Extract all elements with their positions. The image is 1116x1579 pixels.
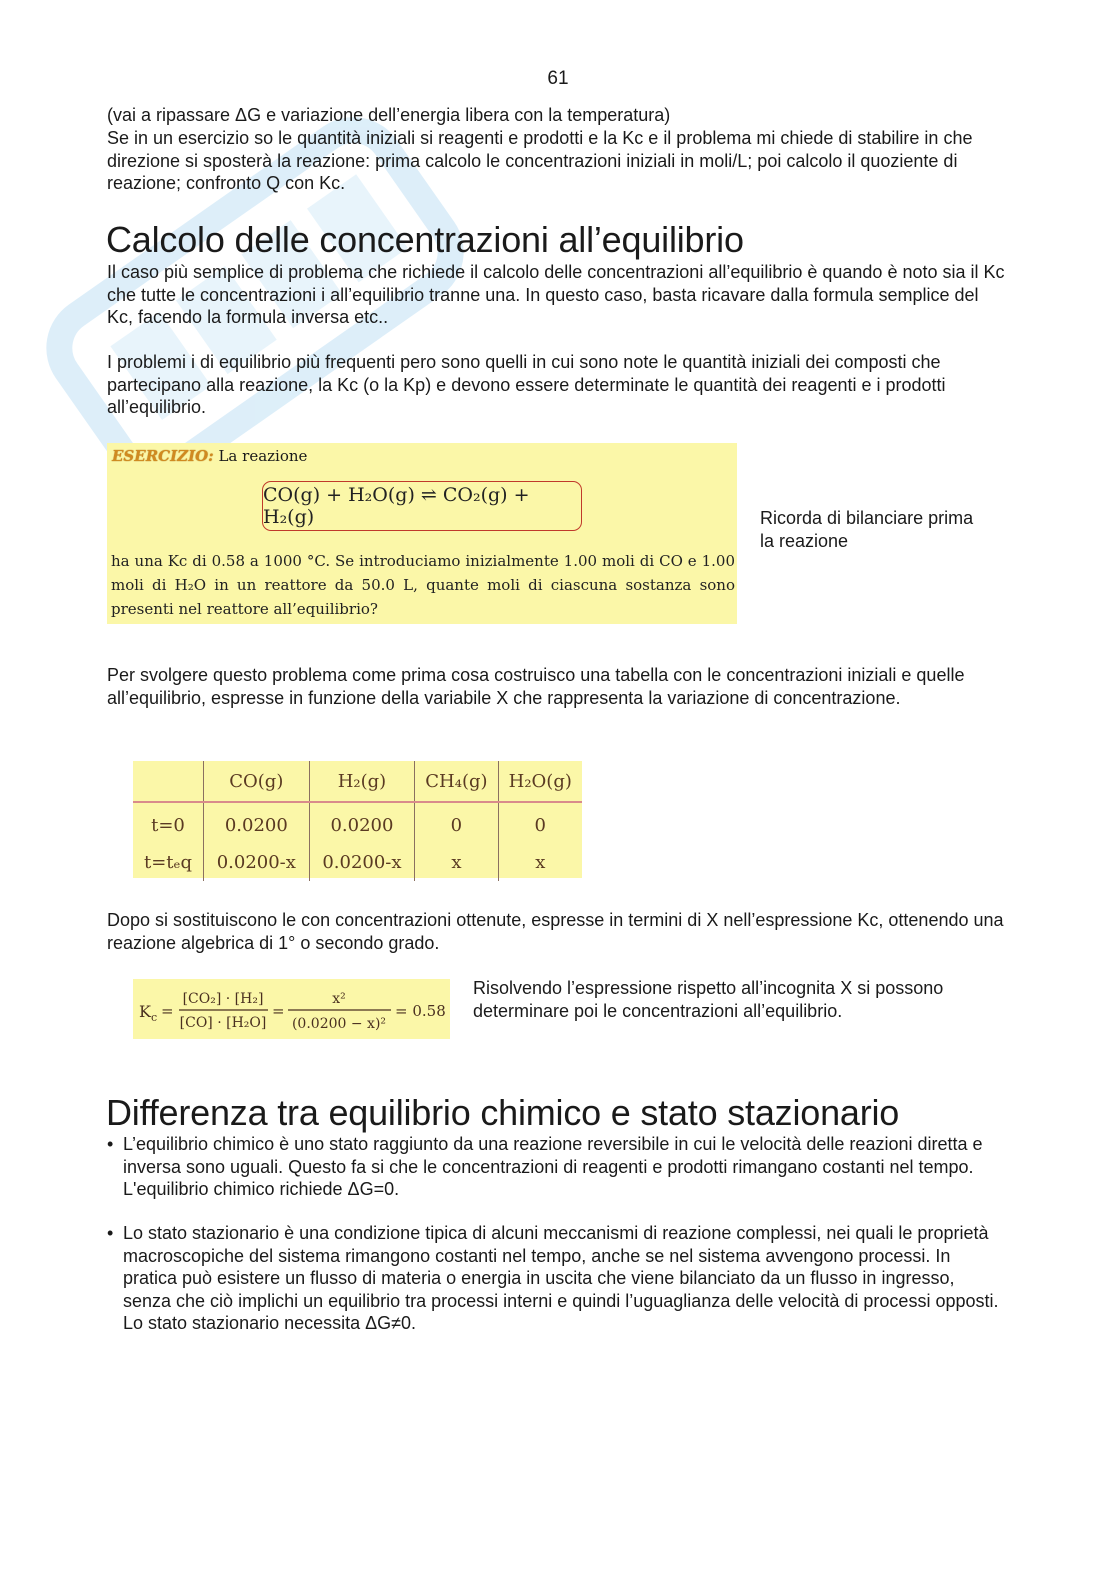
concentration-table-wrap — [133, 761, 582, 878]
kc-formula — [133, 979, 450, 1039]
table-cell: 0.0200-x — [204, 844, 310, 881]
side-note: Ricorda di bilanciare prima la reazione — [760, 508, 974, 551]
table-cell: t=0 — [151, 815, 185, 836]
table-cell: x — [415, 844, 498, 881]
table-cell: 0.0200 — [309, 802, 415, 844]
exercise-tag: ESERCIZIO: — [112, 447, 214, 465]
page-number: 61 — [547, 68, 569, 89]
table-header-cell: H₂(g) — [309, 761, 415, 802]
intro-line: (vai a ripassare ΔG e variazione dell’energia libera con la temperatura) — [107, 105, 671, 125]
kc-numerator-2: x² — [332, 991, 346, 1007]
table-header-cell: CH₄(g) — [415, 761, 498, 802]
table-row — [133, 802, 582, 844]
kc-numerator-1: [CO₂] · [H₂] — [182, 991, 264, 1007]
intro-paragraph: Se in un esercizio so le quantità iniziali si reagenti e prodotti e la Kc e il problema mi chiede di stabilire in che direzione si sposterà la reazione: prima calcolo le concentrazioni iniziali in moli/L; poi calcolo il quoziente di reazione; confronto Q con Kc. — [107, 128, 973, 193]
concentration-table — [133, 761, 582, 881]
section1-paragraph-2: I problemi i di equilibrio più frequenti pero sono quelli in cui sono note le quantità iniziali dei composti che partecipano alla reazione, la Kc (o la Kp) e devono essere determinate le quantità dei reagenti e i prodotti all’equilibrio. — [107, 352, 946, 417]
bullet-symbol: • — [107, 1134, 114, 1154]
kc-subscript: c — [151, 1011, 158, 1024]
exercise-heading-text: La reazione — [213, 447, 308, 465]
exercise-heading — [112, 447, 307, 465]
kc-denominator-2: (0.0200 − x)² — [291, 1016, 387, 1032]
bullet-text: L’equilibrio chimico è uno stato raggiunto da una reazione reversibile in cui le velocità delle reazioni diretta e inversa sono uguali. Questo fa si che le concentrazioni di reagenti e prodotti rimangano costanti nel tempo. L'equilibrio chimico richiede ΔG=0. — [123, 1134, 983, 1199]
section-title-steady-state: Differenza tra equilibrio chimico e stato stazionario — [106, 1092, 900, 1133]
table-header-row — [133, 761, 582, 802]
after-table-paragraph: Dopo si sostituiscono le con concentrazioni ottenute, espresse in termini di X nell’espressione Kc, ottenendo una reazione algebrica di 1° o secondo grado. — [107, 910, 1004, 953]
table-cell: 0.0200-x — [309, 844, 415, 881]
section1-paragraph-1: Il caso più semplice di problema che richiede il calcolo delle concentrazioni all’equilibrio è quando è noto sia il Kc che tutte le concentrazioni i all’equilibrio tranne una. In questo caso, basta ricavare dalla formula semplice del Kc, facendo la formula inversa etc.. — [107, 262, 1005, 327]
bullet-text: Lo stato stazionario è una condizione tipica di alcuni meccanismi di reazione complessi, nei quali le proprietà macroscopiche del sistema rimangono costanti nel tempo, anche se nel sistema avvengono processi. In pratica può esistere un flusso di materia o energia in uscita che viene bilanciato da un flusso in ingresso, senza che ciò implichi un equilibrio tra processi interni e quindi l’uguaglianza delle velocità di processi opposti. Lo stato stazionario necessita ΔG≠0. — [123, 1223, 999, 1333]
table-header-cell — [133, 761, 204, 802]
table-cell: 0.0200 — [204, 802, 310, 844]
kc-note: Risolvendo l’espressione rispetto all’incognita X si possono determinare poi le concentrazioni all’equilibrio. — [473, 978, 944, 1021]
kc-result: = 0.58 — [395, 1002, 446, 1020]
bullet-item — [107, 1133, 1007, 1201]
svg-text:=: = — [161, 1002, 174, 1020]
svg-text:=: = — [272, 1002, 285, 1020]
table-row — [133, 844, 582, 881]
bullet-symbol: • — [107, 1223, 114, 1243]
exercise-box — [107, 443, 737, 624]
table-cell: 0 — [498, 802, 582, 844]
section-title-concentrations: Calcolo delle concentrazioni all’equilibrio — [106, 219, 744, 260]
kc-denominator-1: [CO] · [H₂O] — [179, 1015, 267, 1031]
kc-symbol: K — [139, 1002, 151, 1021]
table-cell: x — [498, 844, 582, 881]
table-cell: t=tₑq — [143, 852, 193, 873]
table-cell: 0 — [415, 802, 498, 844]
table-header-cell: CO(g) — [204, 761, 310, 802]
table-header-cell: H₂O(g) — [498, 761, 582, 802]
bullet-item — [107, 1222, 1007, 1335]
exercise-reaction: CO(g) + H₂O(g) ⇌ CO₂(g) + H₂(g) — [262, 481, 582, 531]
table-intro-paragraph: Per svolgere questo problema come prima cosa costruisco una tabella con le concentrazioni iniziali e quelle all’equilibrio, espresse in funzione della variabile X che rappresenta la variazione di concentrazione. — [107, 665, 965, 708]
exercise-question: ha una Kc di 0.58 a 1000 °C. Se introduciamo inizialmente 1.00 moli di CO e 1.00 moli di H₂O in un reattore da 50.0 L, quante moli di ciascuna sostanza sono presenti nel reattore all’equilibrio? — [111, 552, 735, 618]
